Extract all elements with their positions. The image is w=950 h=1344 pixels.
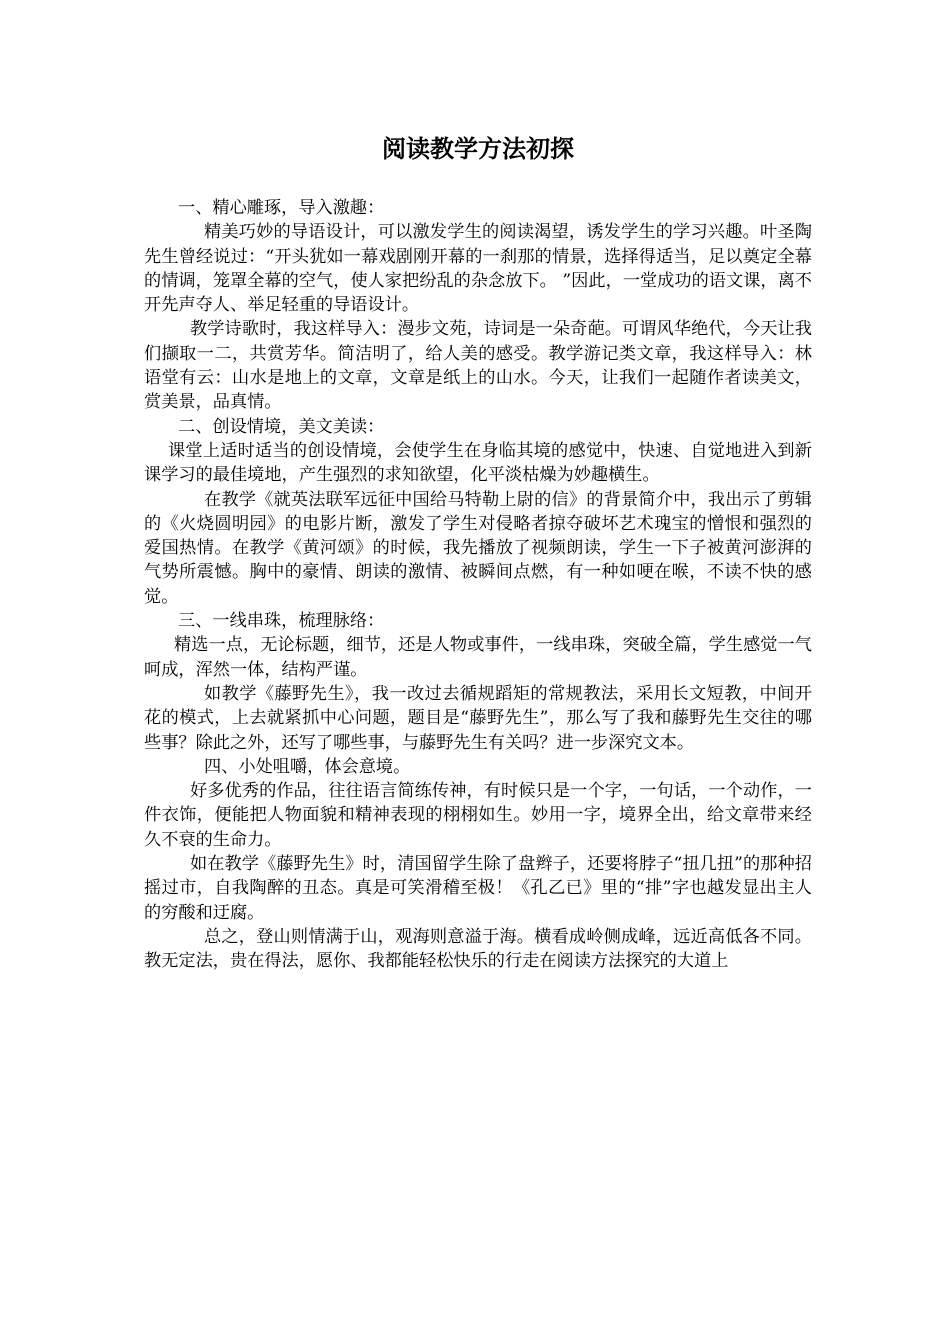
paragraph-3: 课堂上适时适当的创设情境，会使学生在身临其境的感觉中，快速、自觉地进入到新课学习的最佳境地，产生强烈的求知欲望，化平淡枯燥为妙趣横生。: [144, 440, 812, 486]
document-body: [144, 196, 812, 974]
paragraph-4: 在教学《就英法联军远征中国给马特勒上尉的信》的背景简介中，我出示了剪辑的《火烧圆明园》的电影片断，激发了学生对侵略者掠夺破坏艺术瑰宝的憎恨和强烈的爱国热情。在教学《黄河颂》的时候，我先播放了视频朗读，学生一下子被黄河澎湃的气势所震憾。胸中的豪情、朗读的激情、被瞬间点燃，有一种如哽在喉，不读不快的感觉。: [144, 489, 812, 607]
section-heading-2: 二、创设情境，美文美读：: [178, 416, 385, 437]
paragraph-1: 精美巧妙的导语设计，可以激发学生的阅读渴望，诱发学生的学习兴趣。叶圣陶先生曾经说过：“开头犹如一幕戏剧刚开幕的一刹那的情景，选择得适当，足以奠定全幕的情调，笼罩全幕的空气，使人家把纷乱的杂念放下。 ”因此，一堂成功的语文课，离不开先声夺人、举足轻重的导语设计。: [144, 222, 812, 316]
section-heading-1: 一、精心雕琢，导入激趣：: [178, 198, 385, 218]
section-heading-3: 三、一线串珠，梳理脉络：: [178, 611, 385, 632]
document-title: 阅读教学方法初探: [382, 135, 574, 163]
paragraph-7: 好多优秀的作品，往往语言简练传神，有时候只是一个字，一句话，一个动作，一件衣饰，便能把人物面貌和精神表现的栩栩如生。妙用一字，境界全出，给文章带来经久不衰的生命力。: [144, 781, 812, 850]
paragraph-6: 如教学《藤野先生》，我一改过去循规蹈矩的常规教法，采用长文短教，中间开花的模式，上去就紧抓中心问题，题目是“藤野先生”，那么写了我和藤野先生交往的哪些事？除此之外，还写了哪些事，与藤野先生有关吗？进一步深究文本。: [144, 683, 812, 753]
paragraph-8: 如在教学《藤野先生》时，清国留学生除了盘辫子，还要将脖子“扭几扭”的那种招摇过市，自我陶醉的丑态。真是可笑滑稽至极！《孔乙已》里的“排”字也越发显出主人的穷酸和迂腐。: [144, 854, 812, 923]
paragraph-9: 总之，登山则情满于山，观海则意溢于海。横看成岭侧成峰，远近高低各不同。教无定法，贵在得法，愿你、我都能轻松快乐的行走在阅读方法探究的大道上: [144, 926, 812, 972]
paragraph-2: 教学诗歌时，我这样导入：漫步文苑，诗词是一朵奇葩。可谓风华绝代，今天让我们撷取一二，共赏芳华。简洁明了，给人美的感受。教学游记类文章，我这样导入：林语堂有云：山水是地上的文章，文章是纸上的山水。今天，让我们一起随作者读美文，赏美景，品真情。: [144, 319, 812, 413]
section-heading-4: 四、小处咀嚼，体会意境。: [204, 756, 411, 777]
paragraph-5: 精选一点，无论标题，细节，还是人物或事件，一线串珠，突破全篇，学生感觉一气呵成，浑然一体，结构严谨。: [144, 635, 812, 680]
